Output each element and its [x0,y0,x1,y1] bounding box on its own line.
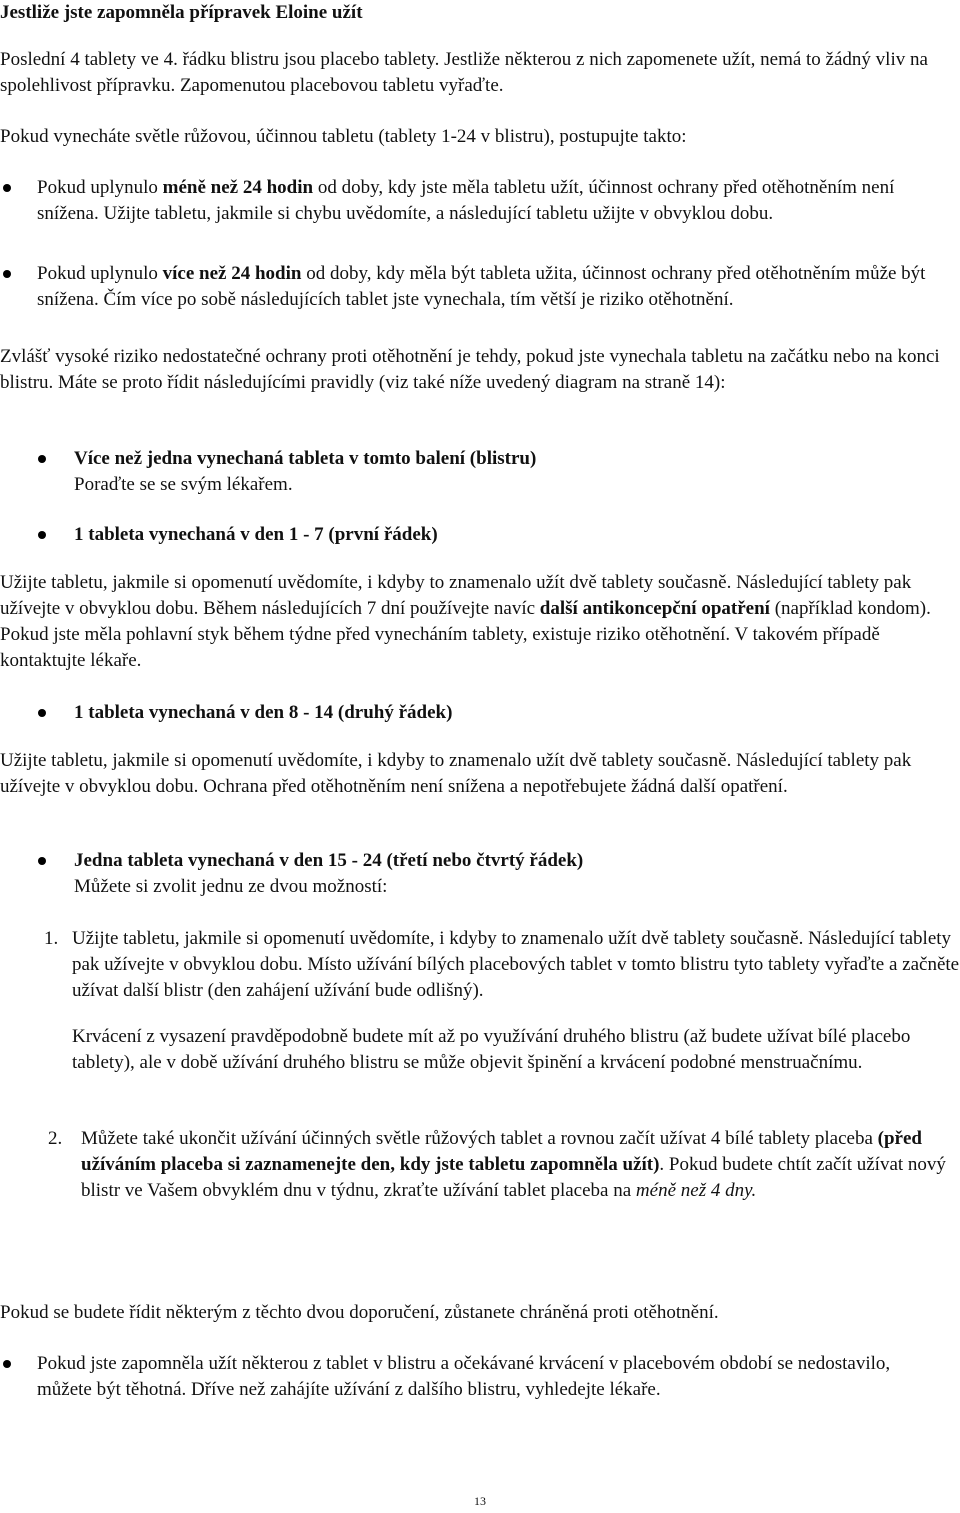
option-text: Užijte tabletu, jakmile si opomenutí uvědomíte, i kdyby to znamenalo užít dvě tablety současně. Následující tablety pak užívejte v obvyklou dobu. Místo užívání bílých placebových tablet v tomto blistru tyto tablety vyřaďte a začněte užívat další blistr (den zahájení užívání bude odlišný). [72,928,960,1001]
bullet-icon [38,857,46,865]
case-title: Více než jedna vynechaná tableta v tomto balení (blistru) [74,448,537,469]
bullet-icon [3,270,11,278]
page-number: 13 [474,1494,486,1508]
bullet-text: Pokud jste zapomněla užít některou z tablet v blistru a očekávané krvácení v placebovém období se nedostavilo, můžete být těhotná. Dříve než zahájíte užívání z dalšího blistru, vyhledejte lékaře. [37,1353,891,1400]
bullet-icon [3,184,11,192]
bullet-icon [38,531,46,539]
case-text: Můžete si zvolit jednu ze dvou možností: [74,876,388,897]
bullet-icon [38,455,46,463]
option-number: 1. [44,928,59,949]
intro-paragraph-active-tablet: Pokud vynecháte světle růžovou, účinnou tabletu (tablety 1-24 v blistru), postupujte takto: [0,126,687,147]
option-number: 2. [48,1128,63,1149]
bullet-text: Pokud uplynulo více než 24 hodin od doby, kdy měla být tableta užita, účinnost ochrany před otěhotněním může být snížena. Čím více po sobě následujících tablet jste vynechala, tím větší je riziko otěhotnění. [37,263,926,310]
case-text: Užijte tabletu, jakmile si opomenutí uvědomíte, i kdyby to znamenalo užít dvě tablety současně. Následující tablety pak užívejte v obvyklou dobu. Během následujících 7 dní používejte navíc další antikoncepční opatření (například kondom). Pokud jste měla pohlavní styk během týdne před vynecháním tablety, existuje riziko otěhotnění. V takovém případě kontaktujte lékaře. [0,572,931,671]
risk-paragraph: Zvlášť vysoké riziko nedostatečné ochrany proti otěhotnění je tehdy, pokud jste vynechala tabletu na začátku nebo na konci blistru. Máte se proto řídit následujícími pravidly (viz také níže uvedený diagram na straně 14): [0,346,940,393]
case-text: Poraďte se se svým lékařem. [74,474,293,495]
option-text: Můžete také ukončit užívání účinných světle růžových tablet a rovnou začít užívat 4 bílé tablety placeba (před užíváním placeba si zaznamenejte den, kdy jste tabletu zapomněla užít). Pokud budete chtít začít užívat nový blistr ve Vašem obvyklém dnu v týdnu, zkraťte užívání tablet placeba na méně než 4 dny. [81,1128,946,1201]
bullet-icon [38,709,46,717]
intro-paragraph-placebo: Poslední 4 tablety ve 4. řádku blistru jsou placebo tablety. Jestliže některou z nich zapomenete užít, nemá to žádný vliv na spolehlivost přípravku. Zapomenutou placebovou tabletu vyřaďte. [0,49,928,96]
page-heading: Jestliže jste zapomněla přípravek Eloine užít [0,2,363,23]
case-text: Užijte tabletu, jakmile si opomenutí uvědomíte, i kdyby to znamenalo užít dvě tablety současně. Následující tablety pak užívejte v obvyklou dobu. Ochrana před otěhotněním není snížena a nepotřebujete žádná další opatření. [0,750,912,797]
case-title: Jedna tableta vynechaná v den 15 - 24 (třetí nebo čtvrtý řádek) [74,850,584,871]
option-note: Krvácení z vysazení pravděpodobně budete mít až po využívání druhého blistru (až budete užívat bílé placebo tablety), ale v době užívání druhého blistru se může objevit špinění a krvácení podobné menstruačnímu. [72,1026,911,1073]
closing-paragraph: Pokud se budete řídit některým z těchto dvou doporučení, zůstanete chráněná proti otěhotnění. [0,1302,719,1323]
case-title: 1 tableta vynechaná v den 8 - 14 (druhý řádek) [74,702,453,723]
case-title: 1 tableta vynechaná v den 1 - 7 (první řádek) [74,524,438,545]
bullet-icon [3,1360,11,1368]
bullet-text: Pokud uplynulo méně než 24 hodin od doby, kdy jste měla tabletu užít, účinnost ochrany před otěhotněním není snížena. Užijte tabletu, jakmile si chybu uvědomíte, a následující tabletu užijte v obvyklou dobu. [37,177,895,224]
